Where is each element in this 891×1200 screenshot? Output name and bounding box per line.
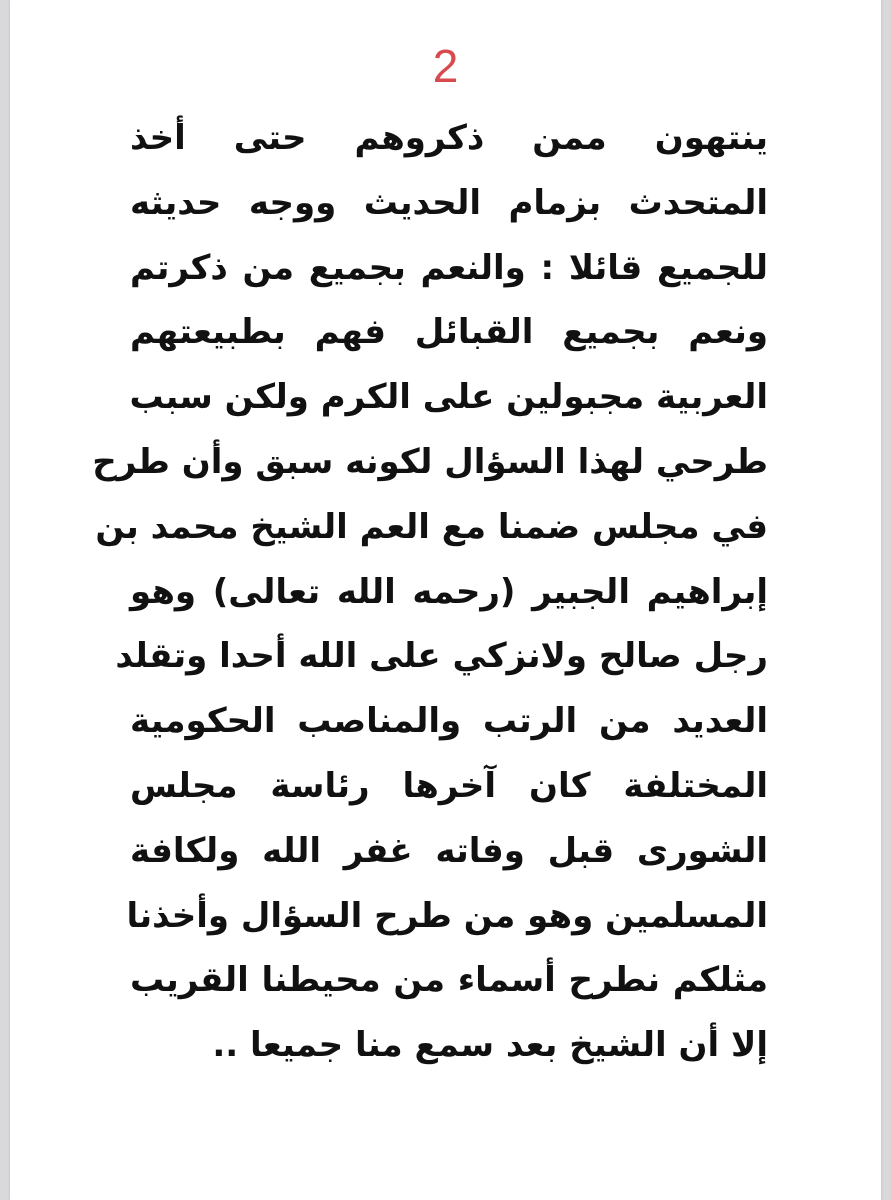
text-line: رجل صالح ولانزكي على الله أحدا وتقلد [115, 636, 768, 677]
text-line: الشورى قبل وفاته غفر الله ولكافة [130, 830, 768, 871]
text-line: طرحي لهذا السؤال لكونه سبق وأن طرح [92, 441, 768, 482]
text-line: ينتهون ممن ذكروهم حتى أخذ [130, 118, 768, 158]
page-edge-right [881, 0, 891, 1200]
text-line: إبراهيم الجبير (رحمه الله تعالى) وهو [130, 571, 768, 612]
text-line: المختلفة كان آخرها رئاسة مجلس [130, 765, 768, 806]
text-line: ونعم بجميع القبائل فهم بطبيعتهم [130, 312, 768, 353]
text-line: للجميع قائلا : والنعم بجميع من ذكرتم [130, 247, 768, 288]
text-line: في مجلس ضمنا مع العم الشيخ محمد بن [95, 506, 768, 547]
text-line: مثلكم نطرح أسماء من محيطنا القريب [130, 960, 768, 1001]
page-number: 2 [432, 40, 459, 92]
document-page [10, 0, 881, 1200]
text-line-last: إلا أن الشيخ بعد سمع منا جميعا .. [212, 1025, 768, 1066]
text-line: المتحدث بزمام الحديث ووجه حديثه [130, 182, 768, 223]
body-text [92, 106, 768, 1078]
text-line: العديد من الرتب والمناصب الحكومية [130, 701, 768, 742]
text-line: المسلمين وهو من طرح السؤال وأخذنا [126, 895, 768, 936]
page-edge-left [0, 0, 10, 1200]
text-line: العربية مجبولين على الكرم ولكن سبب [129, 377, 768, 418]
